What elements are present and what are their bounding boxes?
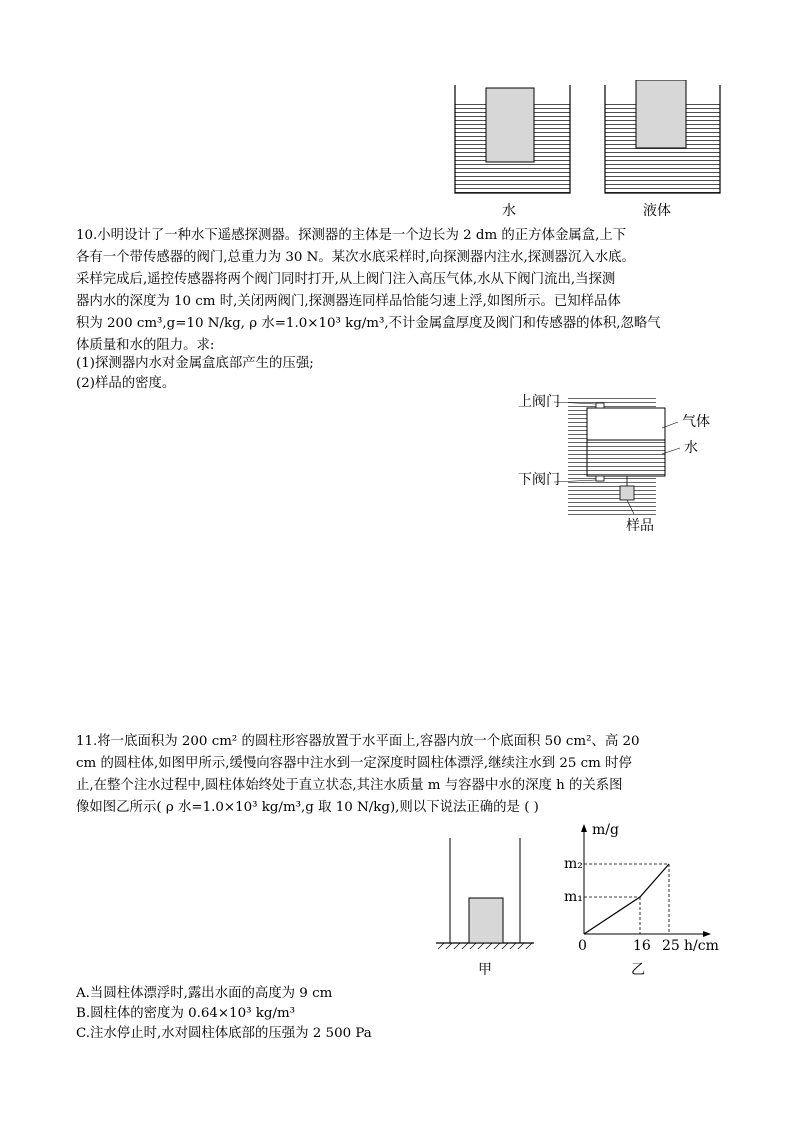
q10-line-1: 10.小明设计了一种水下遥感探测器。探测器的主体是一个边长为 2 dm 的正方体金属盒,上下 — [76, 228, 627, 243]
q10-subq-2: (2)样品的密度。 — [76, 376, 176, 391]
option-a: A.当圆柱体漂浮时,露出水面的高度为 9 cm — [76, 986, 333, 1001]
q10-top-figure — [440, 80, 730, 222]
option-c: C.注水停止时,水对圆柱体底部的压强为 2 500 Pa — [76, 1026, 372, 1041]
label-sample: 样品 — [626, 518, 654, 534]
q11-line-2: cm 的圆柱体,如图甲所示,缓慢向容器中注水到一定深度时圆柱体漂浮,继续注水到 25 cm 时停 — [76, 756, 632, 771]
q10-line-5: 积为 200 cm³,g=10 N/kg, ρ 水=1.0×10³ kg/m³,不计金属盒厚度及阀门和传感器的体积,忽略气 — [76, 316, 661, 331]
x-axis-label: h/cm — [684, 938, 719, 954]
sample — [620, 486, 634, 500]
label-gas: 气体 — [682, 414, 710, 430]
y-axis-label: m/g — [592, 822, 619, 838]
block-in-water — [486, 88, 534, 162]
q11-line-4: 像如图乙所示( ρ 水=1.0×10³ kg/m³,g 取 10 N/kg),则以下说法正确的是 ( ) — [76, 800, 539, 815]
label-water: 水 — [502, 203, 516, 219]
q10-subq-1: (1)探测器内水对金属盒底部产生的压强; — [76, 356, 314, 371]
option-b: B.圆柱体的密度为 0.64×10³ kg/m³ — [76, 1006, 296, 1021]
label-liquid: 液体 — [643, 203, 671, 219]
q11-line-1: 11.将一底面积为 200 cm² 的圆柱形容器放置于水平面上,容器内放一个底面积 50 cm²、高 20 — [76, 734, 640, 749]
y-tick-m2: m₂ — [564, 856, 583, 872]
label-water-inside: 水 — [684, 440, 698, 456]
label-jia: 甲 — [478, 962, 492, 978]
y-tick-m1: m₁ — [564, 889, 583, 905]
lower-valve — [596, 476, 604, 481]
label-upper-valve: 上阀门 — [518, 394, 560, 410]
q10-line-3: 采样完成后,遥控传感器将两个阀门同时打开,从上阀门注入高压气体,水从下阀门流出,当探测 — [76, 272, 616, 287]
detector-figure — [510, 390, 730, 538]
label-lower-valve: 下阀门 — [518, 472, 560, 488]
graph-line — [584, 864, 669, 934]
label-yi: 乙 — [631, 962, 645, 978]
container-water — [455, 85, 570, 193]
q10-line-6: 体质量和水的阻力。求: — [76, 338, 215, 353]
block-in-liquid — [636, 80, 686, 148]
q11-line-3: 止,在整个注水过程中,圆柱体始终处于直立状态,其注水质量 m 与容器中水的深度 h 的关系图 — [76, 778, 623, 793]
figure-jia — [430, 838, 540, 980]
q10-line-4: 器内水的深度为 10 cm 时,关闭两阀门,探测器连同样品恰能匀速上浮,如图所示。已知样品体 — [76, 294, 621, 309]
figure-yi-graph — [556, 818, 726, 984]
container-liquid — [605, 80, 720, 193]
upper-valve — [596, 403, 604, 408]
x-tick-25: 25 — [662, 938, 680, 954]
origin-label: 0 — [578, 938, 587, 954]
q10-line-2: 各有一个带传感器的阀门,总重力为 30 N。某次水底采样时,向探测器内注水,探测器沉入水底。 — [76, 250, 635, 265]
cylinder — [469, 898, 503, 943]
x-tick-16: 16 — [633, 938, 651, 954]
